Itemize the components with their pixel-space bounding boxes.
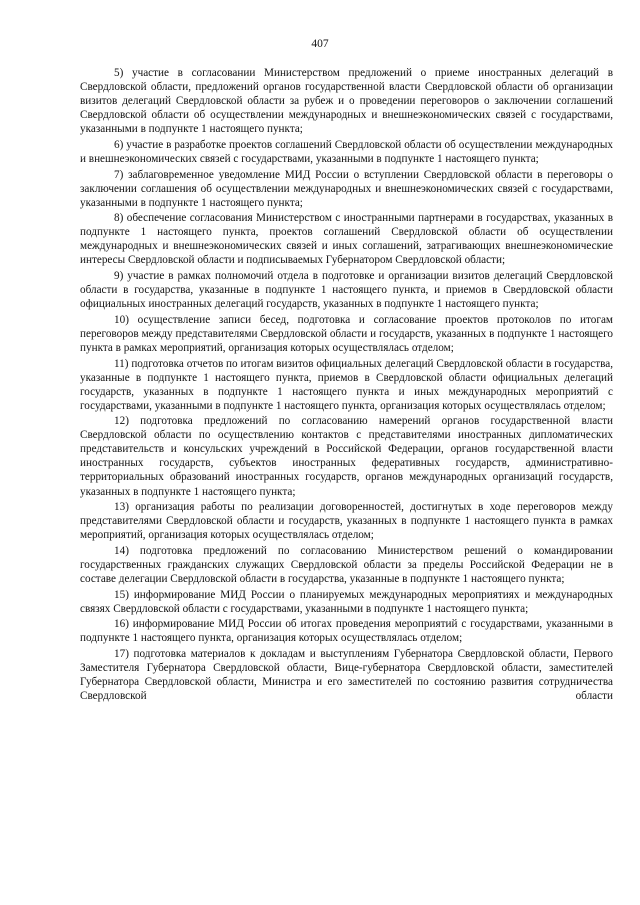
- paragraph-item-11: 11) подготовка отчетов по итогам визитов официальных делегаций Свердловской области в государства, указанные в подпункте 1 настоящего пункта, приемов в Свердловской области официальных делегаций государств, указанных в подпункте 1 настоящего пункта и иных международных мероприятий с государствами, указанными в подпункте 1 настоящего пункта, организация которых осуществлялась отделом;: [80, 357, 613, 412]
- paragraph-item-17: 17) подготовка материалов к докладам и выступлениям Губернатора Свердловской области, Первого Заместителя Губернатора Свердловской области, Вице-губернатора Свердловской области, заместителей Губернатора Свердловской области, Министра и его заместителей по состоянию развития сотрудничества Свердловской области: [80, 648, 613, 703]
- paragraph-item-7: 7) заблаговременное уведомление МИД России о вступлении Свердловской области в переговоры о заключении соглашения об осуществлении международных и внешнеэкономических связей с государствами, указанными в подпункте 1 настоящего пункта;: [80, 168, 613, 209]
- paragraph-item-9: 9) участие в рамках полномочий отдела в подготовке и организации визитов делегаций Свердловской области в государства, указанные в подпункте 1 настоящего пункта, и приемов в Свердловской области официальных иностранных делегаций государств, указанных в подпункте 1 настоящего пункта;: [80, 270, 613, 311]
- page-number: 407: [311, 38, 329, 50]
- paragraph-item-12: 12) подготовка предложений по согласованию намерений органов государственной власти Свердловской области по осуществлению контактов с представителями иностранных дипломатических представительств и консульских учреждений в Российской Федерации, органов государственной власти иностранных государств, субъектов иностранных федеративных государств, административно-территориальных образований иностранных государств, органов международных организаций государств, указанных в подпункте 1 настоящего пункта;: [80, 415, 613, 498]
- paragraph-item-13: 13) организация работы по реализации договоренностей, достигнутых в ходе переговоров между представителями Свердловской области и государств, указанных в подпункте 1 настоящего пункта в рамках мероприятий, организация которых осуществлялась отделом;: [80, 501, 613, 542]
- paragraph-item-15: 15) информирование МИД России о планируемых международных мероприятиях и международных связях Свердловской области с государствами, указанными в подпункте 1 настоящего пункта;: [80, 588, 613, 615]
- paragraph-item-16: 16) информирование МИД России об итогах проведения мероприятий с государствами, указанными в подпункте 1 настоящего пункта, организация которых осуществлялась отделом;: [80, 618, 613, 645]
- paragraph-item-14: 14) подготовка предложений по согласованию Министерством решений о командировании государственных гражданских служащих Свердловской области за пределы Российской Федерации не в составе делегации Свердловской области в государства, указанные в подпункте 1 настоящего пункта;: [80, 544, 613, 585]
- paragraph-item-10: 10) осуществление записи бесед, подготовка и согласование проектов протоколов по итогам переговоров между представителями Свердловской области и государств, указанных в подпункте 1 настоящего пункта в рамках мероприятий, организация которых осуществлялась отделом;: [80, 313, 613, 354]
- paragraph-item-6: 6) участие в разработке проектов соглашений Свердловской области об осуществлении международных и внешнеэкономических связей с государствами, указанными в подпункте 1 настоящего пункта;: [80, 138, 613, 165]
- paragraph-item-8: 8) обеспечение согласования Министерством с иностранными партнерами в государствах, указанных в подпункте 1 настоящего пункта, проектов соглашений Свердловской области об осуществлении международных и внешнеэкономических связей и иных соглашений, затрагивающих внешнеэкономические интересы Свердловской области и подписываемых Губернатором Свердловской области;: [80, 212, 613, 267]
- paragraph-item-5: 5) участие в согласовании Министерством предложений о приеме иностранных делегаций в Свердловской области, предложений органов государственной власти Свердловской области об организации визитов делегаций Свердловской области за рубеж и о проведении переговоров о заключении соглашений Свердловской области об осуществлении международных и внешнеэкономических связей с государствами, указанными в подпункте 1 настоящего пункта;: [80, 67, 613, 136]
- document-body: [80, 66, 613, 703]
